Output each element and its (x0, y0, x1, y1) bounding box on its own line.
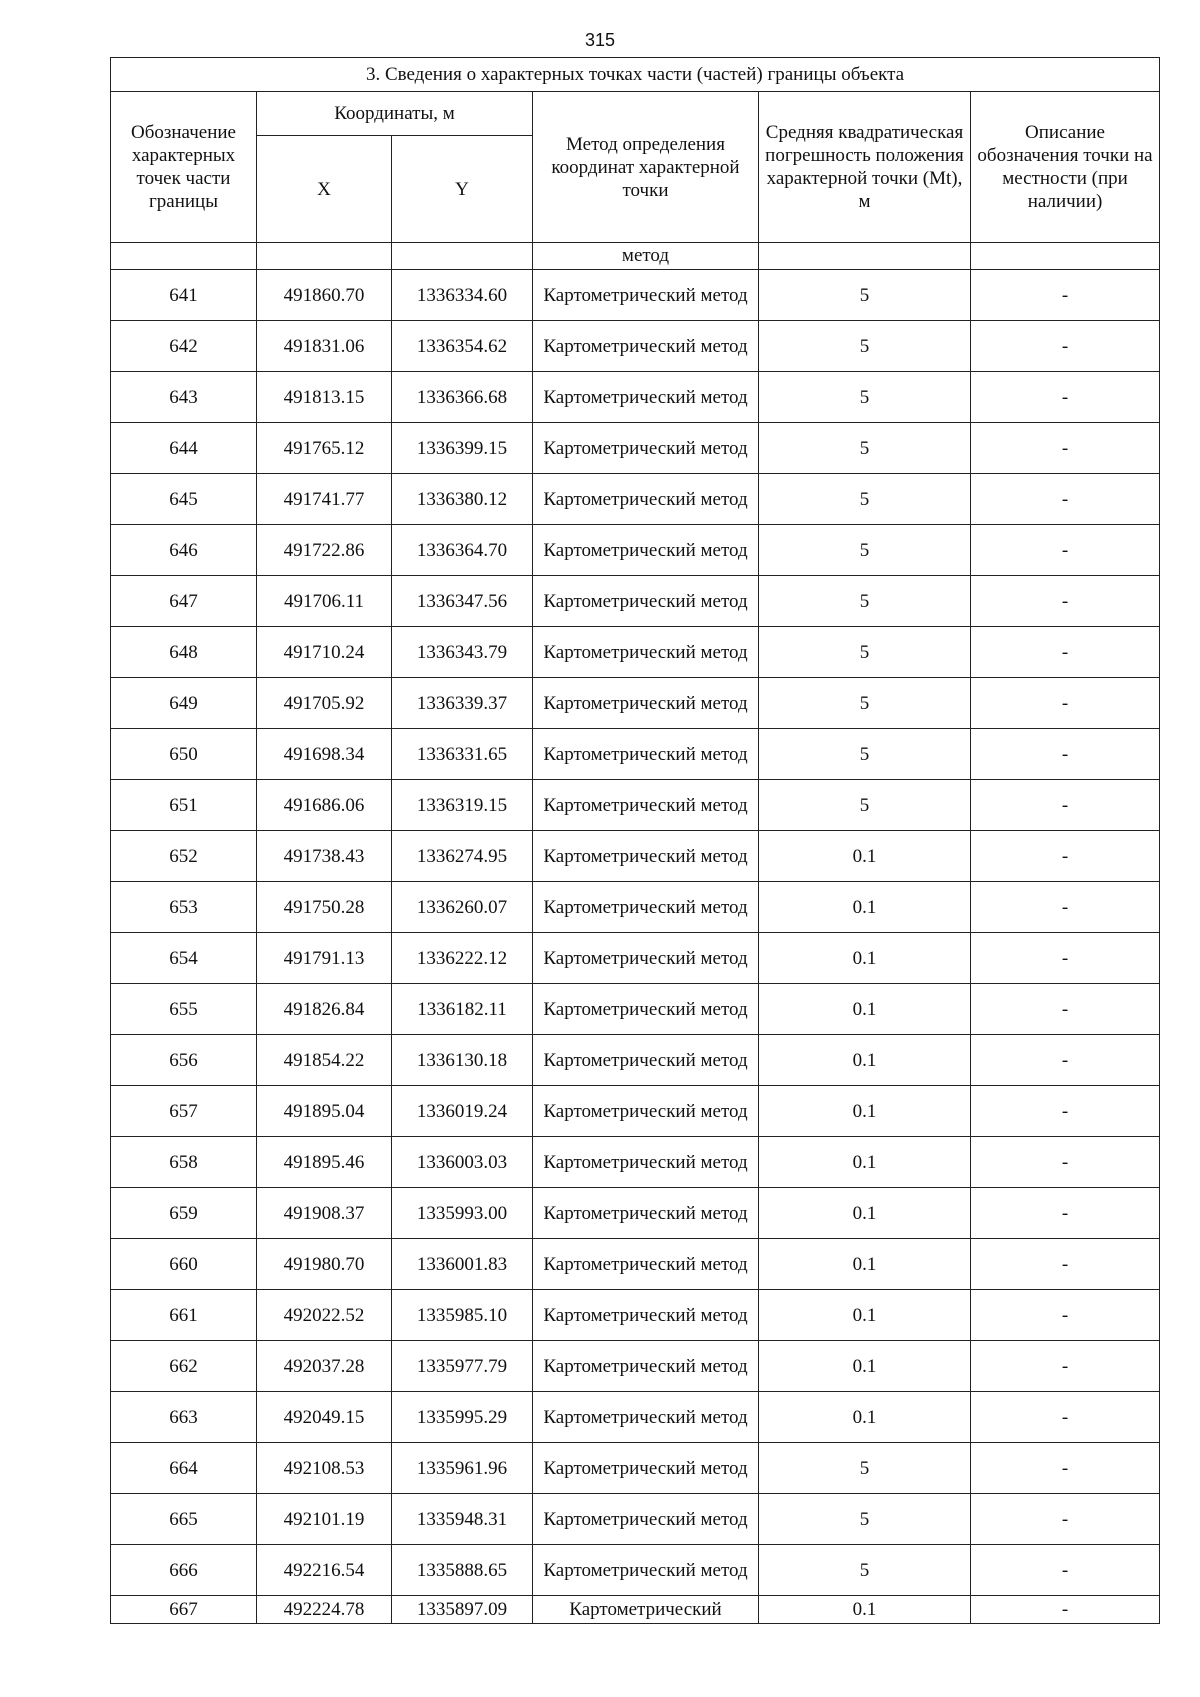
header-mean-square-error: Средняя квадратическая погрешность положения характерной точки (Mt), м (759, 92, 971, 243)
cell-point: 655 (111, 984, 257, 1035)
cell-y: 1335985.10 (392, 1290, 533, 1341)
cell-mt: 5 (759, 627, 971, 678)
cell-description: - (971, 576, 1160, 627)
cell-method: Картометрический метод (533, 882, 759, 933)
header-x: X (257, 136, 392, 243)
table-row (111, 1035, 1160, 1086)
cell-description: - (971, 831, 1160, 882)
table-row (111, 474, 1160, 525)
cell-x: 492108.53 (257, 1443, 392, 1494)
cell-description: - (971, 1545, 1160, 1596)
cell-y: 1335993.00 (392, 1188, 533, 1239)
continuation-method: метод (533, 243, 759, 270)
table-row (111, 1188, 1160, 1239)
cell-y: 1336001.83 (392, 1239, 533, 1290)
cell-point: 667 (111, 1596, 257, 1624)
cell-x: 491738.43 (257, 831, 392, 882)
cell-method: Картометрический метод (533, 780, 759, 831)
cell-mt: 0.1 (759, 1137, 971, 1188)
cell-mt: 0.1 (759, 1239, 971, 1290)
cell-method: Картометрический метод (533, 627, 759, 678)
cell-mt: 5 (759, 576, 971, 627)
cell-mt: 5 (759, 270, 971, 321)
cell-y: 1336274.95 (392, 831, 533, 882)
cell-method: Картометрический метод (533, 1443, 759, 1494)
cell-method: Картометрический метод (533, 1137, 759, 1188)
cell-description: - (971, 1035, 1160, 1086)
cell-mt: 0.1 (759, 1188, 971, 1239)
cell-method: Картометрический (533, 1596, 759, 1624)
cell-x: 491698.34 (257, 729, 392, 780)
cell-description: - (971, 1392, 1160, 1443)
header-description: Описание обозначения точки на местности (при наличии) (971, 92, 1160, 243)
cell-y: 1335897.09 (392, 1596, 533, 1624)
cell-point: 645 (111, 474, 257, 525)
header-point-designation: Обозначение характерных точек части границы (111, 92, 257, 243)
table-row (111, 423, 1160, 474)
boundary-points-table (110, 57, 1160, 1624)
cell-x: 491826.84 (257, 984, 392, 1035)
cell-method: Картометрический метод (533, 984, 759, 1035)
table-row-partial (111, 1596, 1160, 1624)
cell-description: - (971, 780, 1160, 831)
cell-x: 492049.15 (257, 1392, 392, 1443)
cell-mt: 0.1 (759, 1392, 971, 1443)
cell-x: 491908.37 (257, 1188, 392, 1239)
cell-point: 648 (111, 627, 257, 678)
cell-description: - (971, 729, 1160, 780)
cell-point: 661 (111, 1290, 257, 1341)
cell-x: 491705.92 (257, 678, 392, 729)
table-row (111, 1443, 1160, 1494)
cell-method: Картометрический метод (533, 1035, 759, 1086)
cell-mt: 0.1 (759, 984, 971, 1035)
cell-y: 1335977.79 (392, 1341, 533, 1392)
cell-description: - (971, 678, 1160, 729)
cell-y: 1336366.68 (392, 372, 533, 423)
cell-point: 642 (111, 321, 257, 372)
cell-x: 492224.78 (257, 1596, 392, 1624)
cell-method: Картометрический метод (533, 1392, 759, 1443)
table-row (111, 678, 1160, 729)
cell-x: 491706.11 (257, 576, 392, 627)
cell-y: 1336222.12 (392, 933, 533, 984)
cell-mt: 5 (759, 780, 971, 831)
cell-method: Картометрический метод (533, 1494, 759, 1545)
cell-y: 1336339.37 (392, 678, 533, 729)
cell-y: 1336334.60 (392, 270, 533, 321)
table-row (111, 1239, 1160, 1290)
table-row (111, 321, 1160, 372)
cell-method: Картометрический метод (533, 729, 759, 780)
cell-point: 646 (111, 525, 257, 576)
cell-x: 491710.24 (257, 627, 392, 678)
cell-x: 491750.28 (257, 882, 392, 933)
table-row (111, 1494, 1160, 1545)
table-row (111, 831, 1160, 882)
cell-method: Картометрический метод (533, 678, 759, 729)
cell-y: 1336364.70 (392, 525, 533, 576)
cell-description: - (971, 1494, 1160, 1545)
table-row (111, 627, 1160, 678)
cell-y: 1336319.15 (392, 780, 533, 831)
cell-method: Картометрический метод (533, 474, 759, 525)
cell-description: - (971, 1596, 1160, 1624)
cell-y: 1336182.11 (392, 984, 533, 1035)
cell-point: 641 (111, 270, 257, 321)
cell-method: Картометрический метод (533, 270, 759, 321)
cell-point: 665 (111, 1494, 257, 1545)
cell-x: 492022.52 (257, 1290, 392, 1341)
cell-point: 644 (111, 423, 257, 474)
cell-point: 658 (111, 1137, 257, 1188)
cell-y: 1335888.65 (392, 1545, 533, 1596)
cell-y: 1336380.12 (392, 474, 533, 525)
cell-point: 653 (111, 882, 257, 933)
table-row (111, 984, 1160, 1035)
cell-y: 1335948.31 (392, 1494, 533, 1545)
cell-x: 492216.54 (257, 1545, 392, 1596)
cell-method: Картометрический метод (533, 831, 759, 882)
cell-description: - (971, 270, 1160, 321)
table-row (111, 1392, 1160, 1443)
cell-description: - (971, 1341, 1160, 1392)
table-row (111, 780, 1160, 831)
cell-point: 657 (111, 1086, 257, 1137)
cell-y: 1336343.79 (392, 627, 533, 678)
cell-x: 491813.15 (257, 372, 392, 423)
cell-method: Картометрический метод (533, 372, 759, 423)
cell-mt: 0.1 (759, 1596, 971, 1624)
cell-point: 662 (111, 1341, 257, 1392)
cell-x: 491741.77 (257, 474, 392, 525)
table-row (111, 1290, 1160, 1341)
cell-x: 491686.06 (257, 780, 392, 831)
cell-method: Картометрический метод (533, 1086, 759, 1137)
cell-description: - (971, 1086, 1160, 1137)
table-row (111, 882, 1160, 933)
cell-x: 491791.13 (257, 933, 392, 984)
cell-y: 1336331.65 (392, 729, 533, 780)
cell-method: Картометрический метод (533, 1545, 759, 1596)
cell-x: 492101.19 (257, 1494, 392, 1545)
cell-mt: 5 (759, 423, 971, 474)
cell-x: 491860.70 (257, 270, 392, 321)
cell-y: 1336019.24 (392, 1086, 533, 1137)
cell-y: 1335995.29 (392, 1392, 533, 1443)
cell-mt: 0.1 (759, 831, 971, 882)
cell-mt: 5 (759, 525, 971, 576)
cell-description: - (971, 1137, 1160, 1188)
cell-y: 1336347.56 (392, 576, 533, 627)
cell-point: 652 (111, 831, 257, 882)
cell-point: 649 (111, 678, 257, 729)
cell-method: Картометрический метод (533, 1290, 759, 1341)
cell-x: 491895.46 (257, 1137, 392, 1188)
cell-description: - (971, 984, 1160, 1035)
cell-mt: 5 (759, 1494, 971, 1545)
table-row (111, 1086, 1160, 1137)
cell-description: - (971, 321, 1160, 372)
cell-description: - (971, 474, 1160, 525)
cell-point: 643 (111, 372, 257, 423)
cell-y: 1335961.96 (392, 1443, 533, 1494)
section-title: 3. Сведения о характерных точках части (частей) границы объекта (111, 58, 1160, 92)
cell-point: 647 (111, 576, 257, 627)
cell-mt: 0.1 (759, 1035, 971, 1086)
cell-point: 659 (111, 1188, 257, 1239)
cell-description: - (971, 1290, 1160, 1341)
cell-point: 664 (111, 1443, 257, 1494)
table-row (111, 933, 1160, 984)
table-row (111, 729, 1160, 780)
cell-description: - (971, 933, 1160, 984)
cell-mt: 0.1 (759, 1290, 971, 1341)
cell-x: 491895.04 (257, 1086, 392, 1137)
cell-method: Картометрический метод (533, 576, 759, 627)
cell-mt: 0.1 (759, 1086, 971, 1137)
cell-point: 654 (111, 933, 257, 984)
cell-method: Картометрический метод (533, 933, 759, 984)
table-row (111, 525, 1160, 576)
cell-mt: 0.1 (759, 933, 971, 984)
header-method: Метод определения координат характерной точки (533, 92, 759, 243)
cell-method: Картометрический метод (533, 525, 759, 576)
cell-y: 1336354.62 (392, 321, 533, 372)
header-coordinates: Координаты, м (257, 92, 533, 136)
cell-description: - (971, 882, 1160, 933)
page-number: 315 (584, 30, 616, 50)
cell-description: - (971, 1239, 1160, 1290)
cell-x: 491980.70 (257, 1239, 392, 1290)
cell-mt: 0.1 (759, 882, 971, 933)
cell-mt: 0.1 (759, 1341, 971, 1392)
cell-x: 491854.22 (257, 1035, 392, 1086)
cell-mt: 5 (759, 372, 971, 423)
cell-description: - (971, 627, 1160, 678)
cell-point: 660 (111, 1239, 257, 1290)
header-y: Y (392, 136, 533, 243)
cell-y: 1336130.18 (392, 1035, 533, 1086)
cell-mt: 5 (759, 474, 971, 525)
cell-method: Картометрический метод (533, 1188, 759, 1239)
cell-description: - (971, 372, 1160, 423)
cell-description: - (971, 1443, 1160, 1494)
cell-point: 656 (111, 1035, 257, 1086)
cell-x: 491831.06 (257, 321, 392, 372)
table-row (111, 270, 1160, 321)
cell-x: 492037.28 (257, 1341, 392, 1392)
cell-y: 1336399.15 (392, 423, 533, 474)
cell-description: - (971, 1188, 1160, 1239)
cell-point: 666 (111, 1545, 257, 1596)
cell-mt: 5 (759, 1545, 971, 1596)
cell-y: 1336003.03 (392, 1137, 533, 1188)
table-row (111, 576, 1160, 627)
cell-method: Картометрический метод (533, 1341, 759, 1392)
cell-x: 491722.86 (257, 525, 392, 576)
table-row (111, 1545, 1160, 1596)
cell-method: Картометрический метод (533, 321, 759, 372)
cell-description: - (971, 525, 1160, 576)
continuation-row (111, 243, 1160, 270)
cell-method: Картометрический метод (533, 1239, 759, 1290)
cell-description: - (971, 423, 1160, 474)
cell-point: 663 (111, 1392, 257, 1443)
cell-mt: 5 (759, 729, 971, 780)
cell-mt: 5 (759, 678, 971, 729)
cell-mt: 5 (759, 1443, 971, 1494)
table-row (111, 1137, 1160, 1188)
cell-y: 1336260.07 (392, 882, 533, 933)
cell-point: 651 (111, 780, 257, 831)
table-row (111, 372, 1160, 423)
table-row (111, 1341, 1160, 1392)
cell-x: 491765.12 (257, 423, 392, 474)
cell-mt: 5 (759, 321, 971, 372)
cell-method: Картометрический метод (533, 423, 759, 474)
cell-point: 650 (111, 729, 257, 780)
